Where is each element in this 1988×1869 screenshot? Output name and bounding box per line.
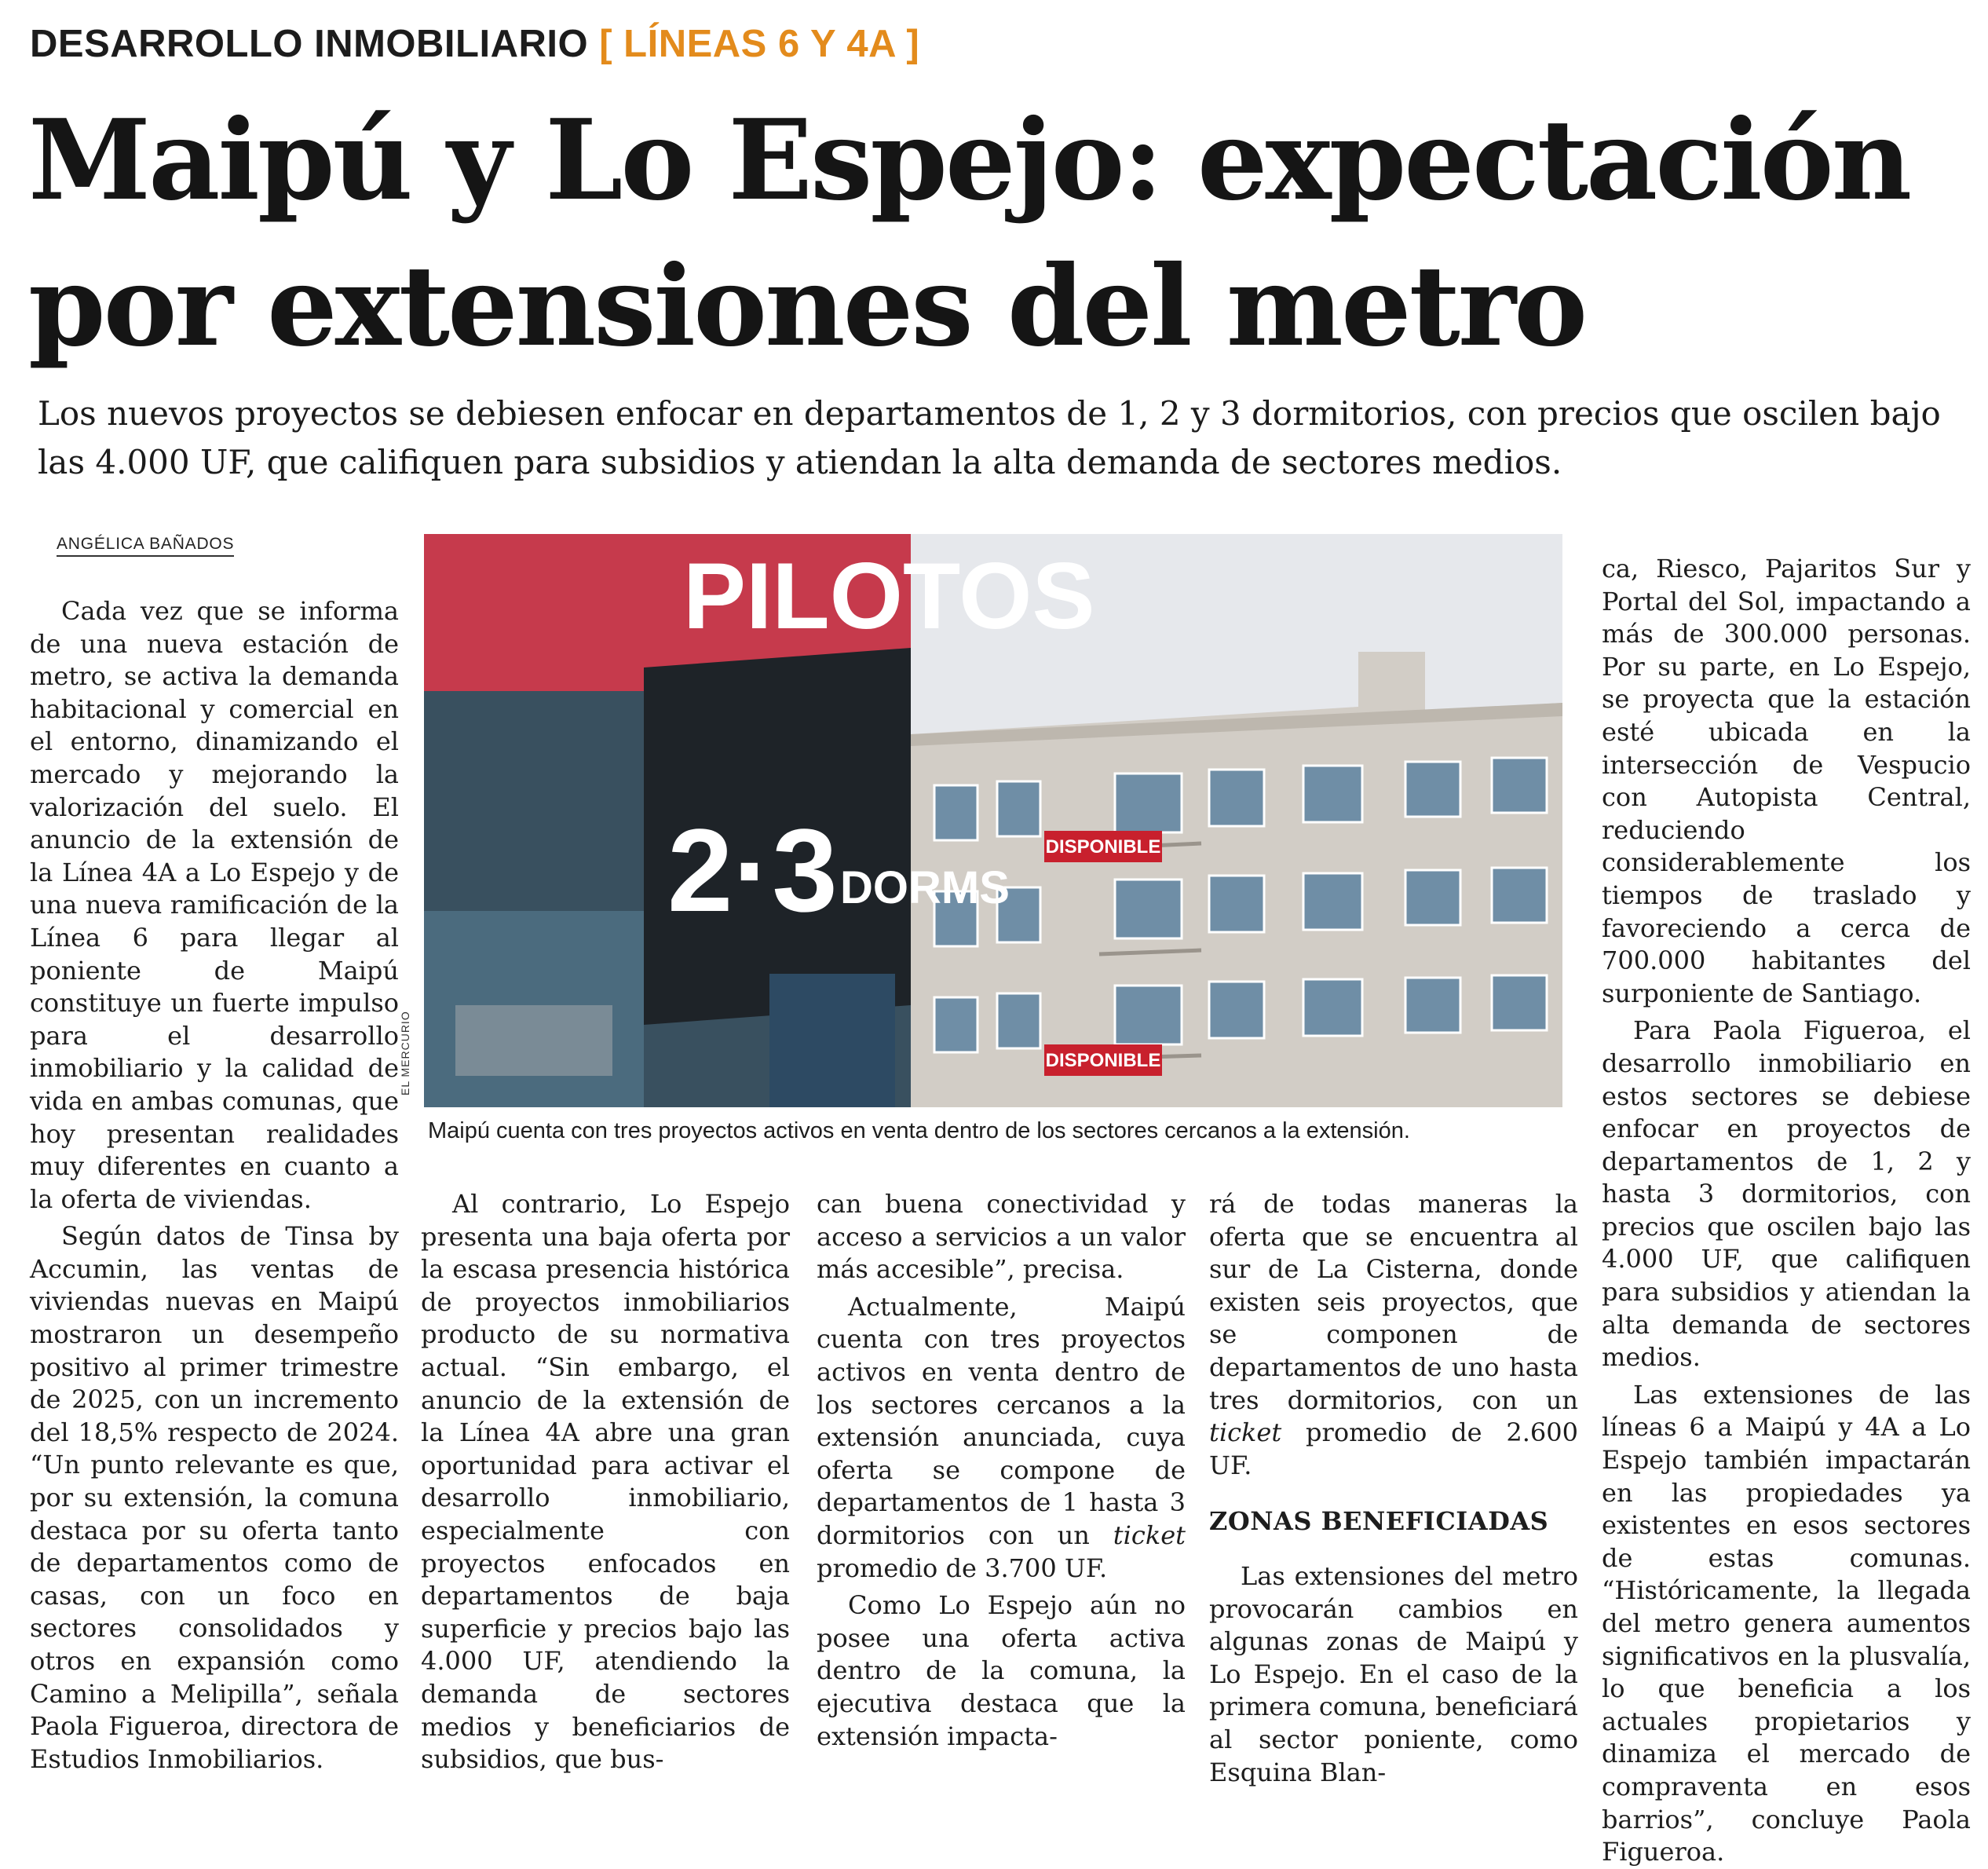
article-photo <box>424 534 1562 1107</box>
body-column-3 <box>817 1188 1186 1751</box>
sign-sub-text: DORMS <box>840 862 1010 913</box>
byline: ANGÉLICA BAÑADOS <box>57 535 234 557</box>
kicker-tag: LÍNEAS 6 Y 4A <box>623 23 896 65</box>
paragraph: Según datos de Tinsa by Accumin, las ventas de viviendas nuevas en Maipú mostraron un desempeño positivo al primer trimestre de 2025, con un incremento del 18,5% respecto de 2024. “Un punto relevante es que, por su extensión, la comuna destaca por su oferta tanto de departamentos como de casas, con un foco en sectores consolidados y otros en expansión como Camino a Melipilla”, señala Paola Figueroa, directora de Estudios Inmobiliarios. <box>30 1221 399 1774</box>
paragraph: can buena conectividad y acceso a servicios a un valor más accesible”, precisa. <box>817 1189 1186 1285</box>
sign-top-text: PILOTOS <box>683 543 1095 649</box>
kicker-close-bracket: ] <box>906 23 920 65</box>
paragraph: Al contrario, Lo Espejo presenta una baja oferta por la escasa presencia histórica de proyectos inmobiliarios producto de su normativa actual. “Sin embargo, el anuncio de la extensión de la Línea 4A abre una gran oportunidad para activar el desarrollo inmobiliario, especialmente con proyectos enfocados en departamentos de baja superficie y precios bajo las 4.000 UF, atendiendo la demanda de sectores medios y beneficiarios de subsidios, que bus- <box>421 1189 790 1775</box>
text-run: rá de todas maneras la oferta que se encuentra al sur de La Cisterna, donde existen seis proyectos, que se componen de departamentos de uno hasta tres dormitorios, con un <box>1209 1189 1578 1415</box>
kicker-open-bracket: [ <box>599 23 613 65</box>
section-heading: ZONAS BENEFICIADAS <box>1209 1506 1549 1537</box>
body-column-1 <box>30 595 399 1774</box>
banner-1-text: DISPONIBLE <box>1045 836 1161 858</box>
photo-caption: Maipú cuenta con tres proyectos activos en venta dentro de los sectores cercanos a la extensión. <box>428 1118 1410 1143</box>
text-emphasis: ticket <box>1209 1417 1282 1448</box>
text-run: Actualmente, Maipú cuenta con tres proyectos activos en venta dentro de los sectores cercanos a la extensión anunciada, cuya oferta se compone de departamentos de 1 hasta 3 dormitorios con un <box>817 1291 1186 1550</box>
text-run: promedio de 2.600 UF. <box>1209 1417 1579 1480</box>
photo-credit: EL MERCURIO <box>399 1011 411 1095</box>
paragraph: Para Paola Figueroa, el desarrollo inmobiliario en estos sectores se debiese enfocar en proyectos de departamentos de 1, 2 y hasta 3 dormitorios, con precios que oscilen bajo las 4.000 UF, que califiquen para subsidios y atiendan la alta demanda de sectores medios. <box>1602 1015 1971 1373</box>
paragraph: Cada vez que se informa de una nueva estación de metro, se activa la demanda habitacional y comercial en el entorno, dinamizando el mercado y mejorando la valorización del suelo. El anuncio de la extensión de la Línea 4A a Lo Espejo y de una nueva ramificación de la Línea 6 para llegar al poniente de Maipú constituye un fuerte impulso para el desarrollo inmobiliario y la calidad de vida en ambas comunas, que hoy presentan realidades muy diferentes en cuanto a la oferta de viviendas. <box>30 596 399 1214</box>
paragraph: Las extensiones de las líneas 6 a Maipú y 4A a Lo Espejo también impactarán en las propiedades ya existentes en esos sectores de estas comunas. “Históricamente, la llegada del metro genera aumentos significativos en la plusvalía, lo que beneficia a los actuales propietarios y dinamiza el mercado de compraventa en esos barrios”, concluye Paola Figueroa. <box>1602 1379 1971 1867</box>
headline <box>28 88 1968 380</box>
paragraph: Las extensiones del metro provocarán cambios en algunas zonas de Maipú y Lo Espejo. En el caso de la primera comuna, beneficiará al sector poniente, como Esquina Blan- <box>1209 1560 1578 1787</box>
kicker-section: DESARROLLO INMOBILIARIO <box>30 23 589 65</box>
sign-main-text: 2·3 <box>667 804 838 936</box>
photo-illustration <box>424 534 1562 1107</box>
paragraph: ca, Riesco, Pajaritos Sur y Portal del Sol, impactando a más de 300.000 personas. Por su parte, en Lo Espejo, se proyecta que la estación esté ubicada en la intersección de Vespucio con Autopista Central, reduciendo considerablemente los tiempos de traslado y favoreciendo a cerca de 700.000 habitantes del surponiente de Santiago. <box>1602 554 1971 1008</box>
body-column-5 <box>1602 553 1971 1867</box>
headline-line-2: por extensiones del metro <box>28 242 1586 371</box>
section-kicker <box>30 22 919 66</box>
paragraph <box>817 1291 1186 1585</box>
paragraph: Como Lo Espejo aún no posee una oferta activa dentro de la comuna, la ejecutiva destaca que la extensión impacta- <box>817 1590 1186 1751</box>
banner-2-text: DISPONIBLE <box>1045 1050 1161 1071</box>
text-emphasis: ticket <box>1113 1520 1186 1550</box>
body-column-4 <box>1209 1188 1579 1787</box>
headline-line-1: Maipú y Lo Espejo: expectación <box>28 96 1910 225</box>
paragraph <box>1209 1188 1578 1482</box>
subheadline: Los nuevos proyectos se debiesen enfocar en departamentos de 1, 2 y 3 dormitorios, con precios que oscilen bajo las 4.000 UF, que califiquen para subsidios y atiendan la alta demanda de sectores medios. <box>38 394 1941 481</box>
body-column-2 <box>421 1188 790 1775</box>
text-run: promedio de 3.700 UF. <box>817 1553 1108 1583</box>
